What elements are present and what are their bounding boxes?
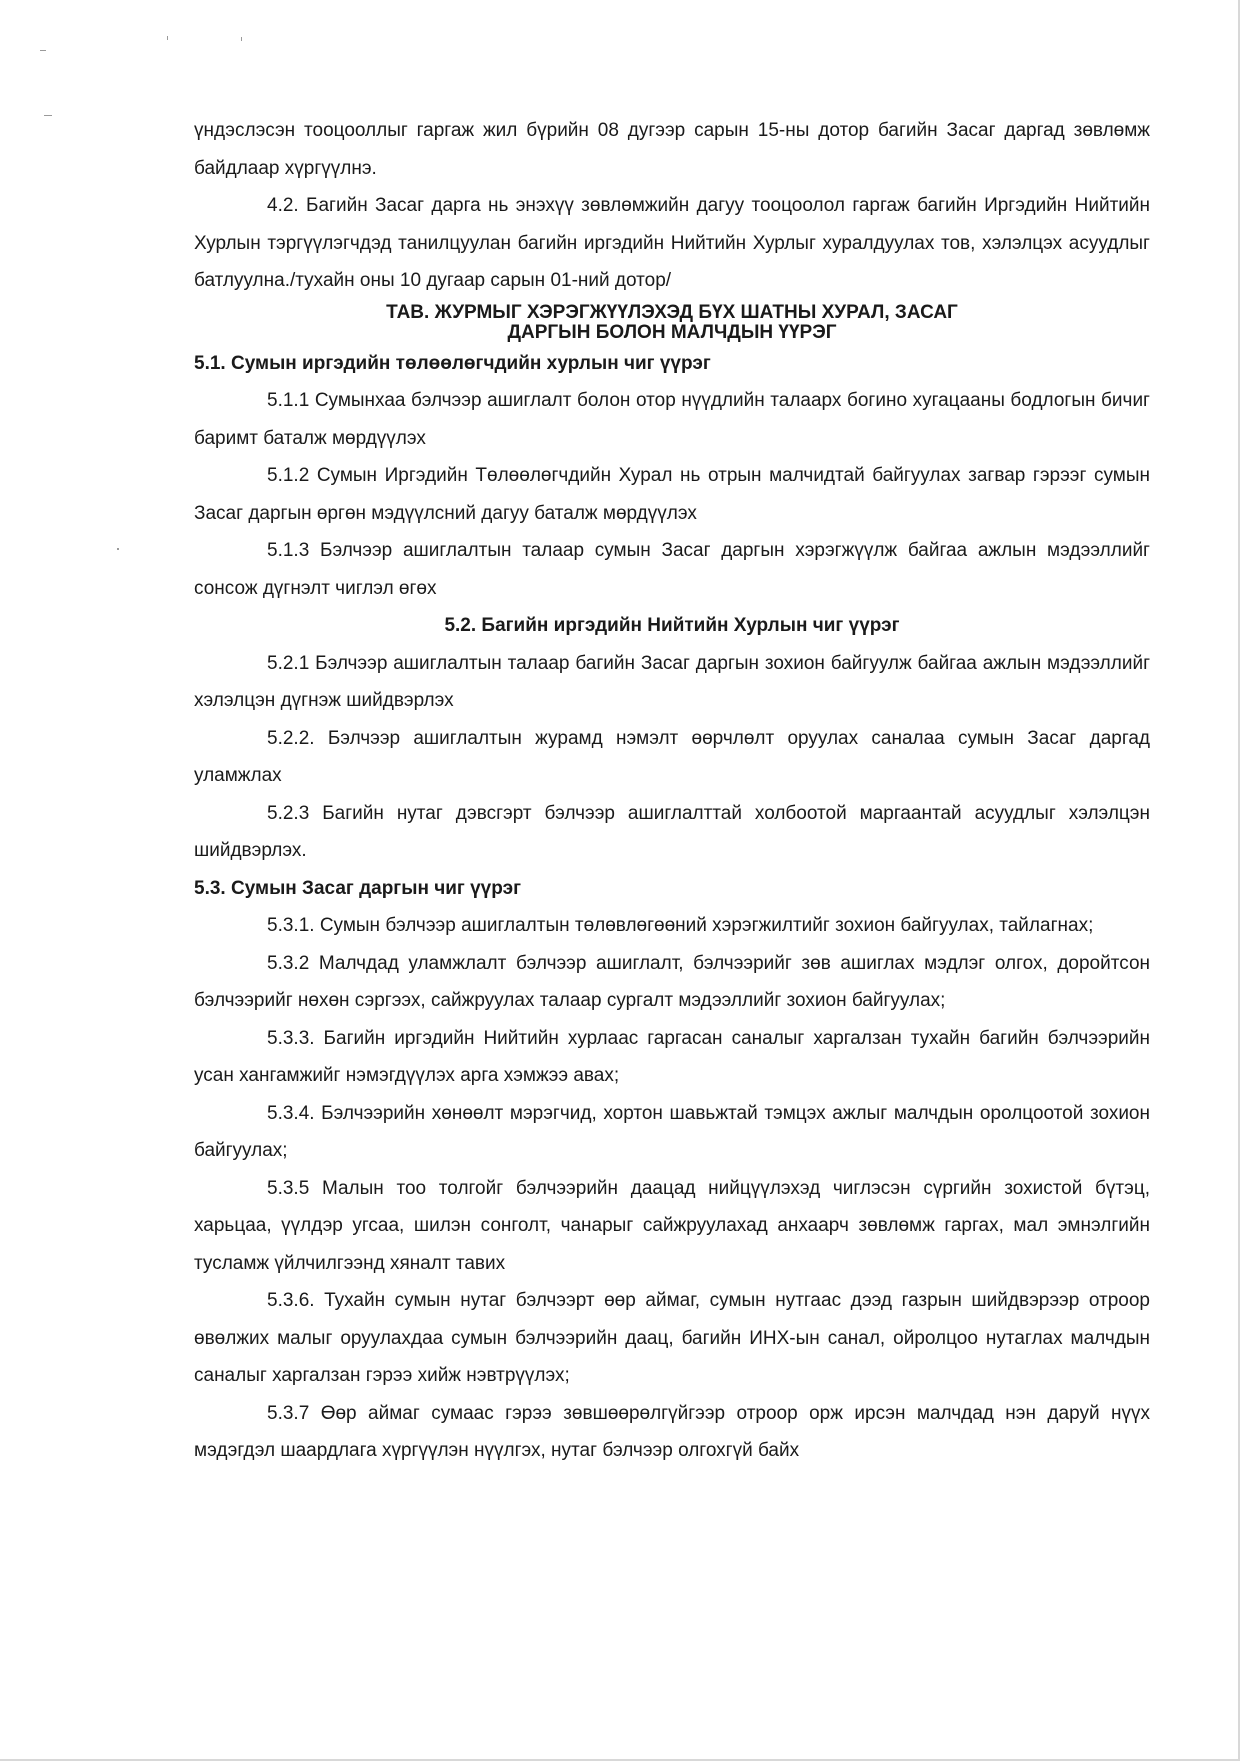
scan-speck xyxy=(117,548,119,550)
paragraph-5-1-2: 5.1.2 Сумын Иргэдийн Төлөөлөгчдийн Хурал нь отрын малчидтай байгуулах загвар гэрээг сумын Засаг даргын өргөн мэдүүлсний дагуу баталж мөрдүүлэх xyxy=(194,465,1150,524)
paragraph-5-3-5: 5.3.5 Малын тоо толгойг бэлчээрийн даацад нийцүүлэхэд чиглэсэн сүргийн зохистой бүтэц, харьцаа, үүлдэр угсаа, шилэн сонголт, чанарыг сайжруулахад анхаарч зөвлөмж гаргах, мал эмнэлгийн тусламж үйлчилгээнд хяналт тавих xyxy=(194,1177,1150,1274)
heading-5-2: 5.2. Багийн иргэдийн Нийтийн Хурлын чиг үүрэг xyxy=(444,615,900,636)
paragraph-5-3-1: 5.3.1. Сумын бэлчээр ашиглалтын төлөвлөгөөний хэрэгжилтийг зохион байгуулах, тайлагнах; xyxy=(267,915,1094,936)
scan-speck xyxy=(167,36,168,40)
heading-5-3: 5.3. Сумын Засаг даргын чиг үүрэг xyxy=(194,877,521,899)
heading-5-1: 5.1. Сумын иргэдийн төлөөлөгчдийн хурлын чиг үүрэг xyxy=(194,352,711,374)
document-body xyxy=(194,112,1150,1470)
paragraph-5-2-3: 5.2.3 Багийн нутаг дэвсгэрт бэлчээр ашиглалттай холбоотой маргаантай асуудлыг хэлэлцэн шийдвэрлэх. xyxy=(194,802,1150,861)
paragraph-5-2-2: 5.2.2. Бэлчээр ашиглалтын журамд нэмэлт өөрчлөлт оруулах саналаа сумын Засаг даргад уламжлах xyxy=(194,727,1150,786)
scan-speck xyxy=(40,50,46,51)
paragraph-5-3-6: 5.3.6. Тухайн сумын нутаг бэлчээрт өөр аймаг, сумын нутгаас дээд газрын шийдвэрээр отроор өвөлжих малыг оруулахдаа сумын бэлчээрийн даац, багийн ИНХ-ын санал, ойролцоо нутаглах малчдын саналыг харгалзан гэрээ хийж нэвтрүүлэх; xyxy=(194,1290,1150,1386)
paragraph-5-1-3: 5.1.3 Бэлчээр ашиглалтын талаар сумын Засаг даргын хэрэгжүүлж байгаа ажлын мэдээллийг сонсож дүгнэлт чиглэл өгөх xyxy=(194,540,1150,599)
scan-speck xyxy=(44,115,52,116)
paragraph-4-2: 4.2. Багийн Засаг дарга нь энэхүү зөвлөмжийн дагуу тооцоолол гаргаж багийн Иргэдийн Нийтийн Хурлын тэргүүлэгчдэд танилцуулан багийн иргэдийн Нийтийн Хурлыг хуралдуулах тов, хэлэлцэх асуудлыг батлуулна./тухайн оны 10 дугаар сарын 01-ний дотор/ xyxy=(194,195,1150,291)
intro-paragraph: үндэслэсэн тооцооллыг гаргаж жил бүрийн 08 дугээр сарын 15-ны дотор багийн Засаг даргад зөвлөмж байдлаар хүргүүлнэ. xyxy=(194,120,1150,179)
paragraph-5-3-7: 5.3.7 Өөр аймаг сумаас гэрээ зөвшөөрөлгүйгээр отроор орж ирсэн малчдад нэн даруй нүүх мэдэгдэл шаардлага хүргүүлэн нүүлгэх, нутаг бэлчээр олгохгүй байх xyxy=(194,1402,1150,1461)
paragraph-5-3-3: 5.3.3. Багийн иргэдийн Нийтийн хурлаас гаргасан саналыг харгалзан тухайн багийн бэлчээрийн усан хангамжийг нэмэгдүүлэх арга хэмжээ авах; xyxy=(194,1027,1150,1086)
paragraph-5-3-4: 5.3.4. Бэлчээрийн хөнөөлт мэрэгчид, хортон шавьжтай тэмцэх ажлыг малчдын оролцоотой зохион байгуулах; xyxy=(194,1102,1150,1161)
paragraph-5-2-1: 5.2.1 Бэлчээр ашиглалтын талаар багийн Засаг даргын зохион байгуулж байгаа ажлын мэдээллийг хэлэлцэн дүгнэж шийдвэрлэх xyxy=(194,652,1150,711)
paragraph-5-1-1: 5.1.1 Сумынхаа бэлчээр ашиглалт болон отор нүүдлийн талаарх богино хугацааны бодлогын бичиг баримт баталж мөрдүүлэх xyxy=(194,390,1150,449)
scan-speck xyxy=(241,37,242,41)
chapter-title-line-2: ДАРГЫН БОЛОН МАЛЧДЫН ҮҮРЭГ xyxy=(507,321,837,343)
chapter-title-line-1: ТАВ. ЖУРМЫГ ХЭРЭГЖҮҮЛЭХЭД БҮХ ШАТНЫ ХУРАЛ, ЗАСАГ xyxy=(386,301,958,323)
paragraph-5-3-2: 5.3.2 Малчдад уламжлалт бэлчээр ашиглалт, бэлчээрийг зөв ашиглах мэдлэг олгох, доройтсон бэлчээрийг нөхөн сэргээх, сайжруулах талаар сургалт мэдээллийг зохион байгуулах; xyxy=(194,952,1150,1011)
chapter-title xyxy=(194,303,1150,343)
